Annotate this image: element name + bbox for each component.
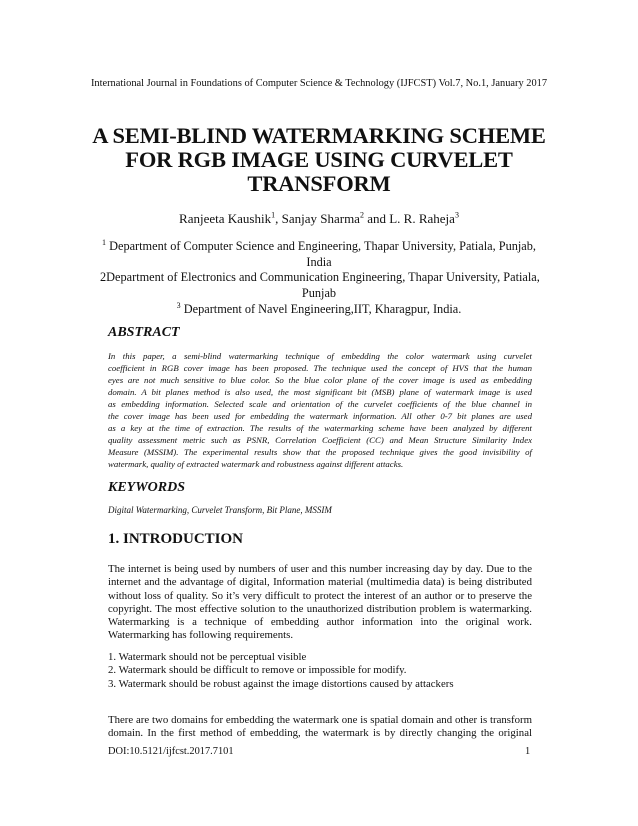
introduction-heading: 1. INTRODUCTION [108,531,244,547]
affiliation-1 [100,239,538,255]
body-line: without loss of quality. So it’s very difficult to protect the interest of an author or to preserve the [108,589,532,602]
affiliation-text: Department of Computer Science and Engineering, Thapar University, Patiala, Punjab, [106,239,536,253]
title-line: A SEMI-BLIND WATERMARKING SCHEME [92,123,546,148]
keywords-heading: KEYWORDS [108,480,186,495]
abstract-line: eyes are not much sensitive to blue color. So the blue color plane of the cover image is used as embedding [108,374,532,385]
author-superscript: 3 [454,210,459,220]
affiliation-2-cont: Punjab [301,286,337,301]
introduction-paragraph-2 [108,714,532,741]
abstract-line: quality assessment metric such as PSNR, Correlation Coefficient (CC) and Mean Structure Similarity Index [108,434,532,445]
body-line: internet and the advantage of digital, Information material (multimedia data) is being distributed [108,576,532,589]
list-item: 3. Watermark should be robust against the image distortions caused by attackers [108,677,454,690]
affiliation-3 [100,302,538,318]
list-item: 2. Watermark should be difficult to remove or impossible for modify. [108,664,407,677]
body-line: Watermarking is a technique of embedding author information into the original work. [108,616,532,629]
affiliations [100,239,538,318]
author-name: , Sanjay Sharma [275,211,360,226]
footer-doi: DOI:10.5121/ijfcst.2017.7101 [108,746,234,757]
abstract-line: Measure (MSSIM). The experimental results show that the proposed technique gives the good invisibility of [108,446,532,457]
requirements-list [108,651,532,691]
body-line: Watermarking has following requirements. [108,629,294,642]
abstract-line: In this paper, a semi-blind watermarking technique of embedding the color watermark using curvelet [108,351,532,361]
abstract-line: watermark, quality of extracted watermark and robustness against different attacks. [108,458,404,469]
title-line: TRANSFORM [247,171,391,196]
abstract-line: as embedding information. Selected scale and orientation of the curvelet coefficients of the blue channel in [108,398,532,409]
body-line: domain. In the first method of embedding, the watermark is by directly changing the original [108,727,532,740]
body-line: There are two domains for embedding the watermark one is spatial domain and other is transform [108,714,532,726]
title-line: FOR RGB IMAGE USING CURVELET [125,147,513,172]
running-header: International Journal in Foundations of Computer Science & Technology (IJFCST) Vol.7, No.1, January 2017 [90,78,548,89]
body-line: The internet is being used by numbers of user and this number increasing day by day. Due to the [108,563,532,575]
body-line: copyright. The most effective solution to the unauthorized distribution problem is watermarking. [108,602,532,615]
affiliation-2: 2Department of Electronics and Communication Engineering, Thapar University, Patiala, [100,270,540,285]
author-list [0,211,638,227]
abstract-line: coefficient in RGB cover image has been proposed. The technique used the concept of HVS that the human [108,362,532,373]
author-superscript: 1 [271,210,276,220]
author-superscript: 2 [359,210,364,220]
abstract-line: the cover image has been used for embedding the watermark information. All other 0-7 bit planes are used [108,410,532,421]
abstract-line: domain. A bit planes method is also used, the most significant bit (MSB) plane of watermark image is used [108,386,532,397]
list-item: 1. Watermark should not be perceptual visible [108,651,307,663]
page-number: 1 [525,746,531,757]
introduction-paragraph-1 [108,563,532,643]
affiliation-1-cont: India [306,254,332,269]
author-name: Ranjeeta Kaushik [179,211,272,226]
abstract-body [108,351,532,471]
affiliation-text: Department of Navel Engineering,IIT, Kharagpur, India. [180,301,462,316]
affiliation-superscript: 1 [102,237,107,247]
abstract-line: as a key at the time of extraction. The results of the watermarking scheme have been analyzed by different [108,422,532,433]
keywords-text: Digital Watermarking, Curvelet Transform, Bit Plane, MSSIM [108,505,332,515]
author-name: and L. R. Raheja [363,211,455,226]
affiliation-superscript: 3 [176,300,181,310]
abstract-heading: ABSTRACT [108,325,180,340]
paper-title [60,124,578,196]
